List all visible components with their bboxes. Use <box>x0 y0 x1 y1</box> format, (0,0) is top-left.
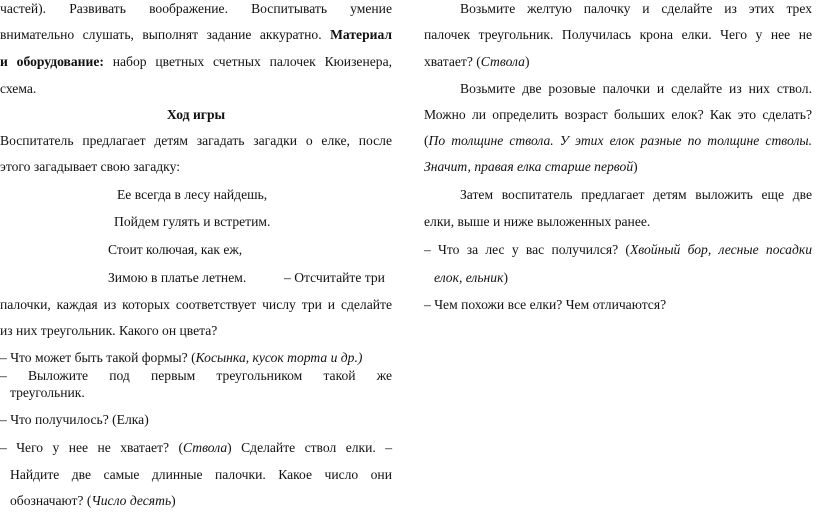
section-heading: Ход игры <box>166 107 226 122</box>
text-span: ) <box>171 493 176 508</box>
italic-text: елок, ельник <box>434 270 504 285</box>
text-line <box>424 158 812 176</box>
italic-text: Число десять <box>91 493 172 508</box>
text-line: треугольник. <box>10 385 85 400</box>
text-span: обозначают? ( <box>10 493 92 508</box>
text-line: частей). Развивать воображение. Воспитывать умение <box>0 1 392 16</box>
bold-text: Материал <box>330 27 392 42</box>
italic-text: Косынка, кусок торта и др.) <box>195 350 363 365</box>
text-line: – Что получилось? (Елка) <box>0 412 149 427</box>
text-span: – Чего у нее не хватает? ( <box>0 440 183 455</box>
poem-line: Пойдем гулять и встретим. <box>114 214 271 229</box>
text-line: палочек треугольник. Получилась крона елки. Чего у нее не <box>424 27 812 42</box>
text-line <box>424 132 812 150</box>
text-line: – Отсчитайте три <box>284 270 385 285</box>
text-line <box>10 492 392 510</box>
text-line <box>0 349 392 367</box>
text-line: Возьмите желтую палочку и сделайте из этих трех <box>460 1 812 16</box>
text-line <box>424 53 812 71</box>
text-span: набор цветных счетных палочек Кюизенера, <box>103 54 393 69</box>
poem-line: Стоит колючая, как еж, <box>108 242 243 257</box>
text-line <box>0 26 392 44</box>
text-line <box>0 53 392 71</box>
italic-text: Ствола <box>480 54 525 69</box>
text-line <box>0 439 392 457</box>
italic-text: Значит, правая елка старше первой <box>424 159 634 174</box>
text-line: – Чем похожи все елки? Чем отличаются? <box>424 297 667 312</box>
text-span: ) Сделайте ствол елки. – <box>227 440 392 455</box>
text-span: ) <box>524 54 530 69</box>
text-line: схема. <box>0 81 37 96</box>
poem-line: Зимою в платье летнем. <box>108 270 247 285</box>
italic-text: Хвойный бор, лесные посадки <box>629 242 813 257</box>
text-line: Затем воспитатель предлагает детям выложить еще две <box>460 187 812 202</box>
bold-text: и оборудование: <box>0 54 104 69</box>
italic-text: Ствола <box>183 440 228 455</box>
italic-text: По толщине ствола. У этих елок разные по толщине стволы. <box>428 133 812 148</box>
text-span: внимательно слушать, выполнят задание аккуратно. <box>0 27 331 42</box>
text-span: ( <box>424 133 429 148</box>
text-line: Возьмите две розовые палочки и сделайте из них ствол. <box>460 81 812 96</box>
text-line: Найдите две самые длинные палочки. Какое число они <box>10 467 392 482</box>
text-span: – Что может быть такой формы? ( <box>0 350 196 365</box>
text-span: – Что за лес у вас получился? ( <box>424 242 630 257</box>
text-line <box>434 269 812 287</box>
text-line <box>424 241 812 259</box>
poem-line: Ее всегда в лесу найдешь, <box>117 187 268 202</box>
text-line: – Выложите под первым треугольником такой же <box>0 368 392 383</box>
text-line: Можно ли определить возраст больших елок? Как это сделать? <box>424 107 812 122</box>
text-span: хватает? ( <box>424 54 481 69</box>
text-line: елки, выше и ниже выложенных ранее. <box>424 214 651 229</box>
text-span: ) <box>633 159 638 174</box>
text-line: этого загадывает свою загадку: <box>0 159 180 174</box>
text-line: Воспитатель предлагает детям загадать загадки о елке, после <box>0 133 392 148</box>
text-line: из них треугольник. Какого он цвета? <box>0 323 218 338</box>
text-line: палочки, каждая из которых соответствует числу три и сделайте <box>0 297 392 312</box>
text-span: ) <box>503 270 508 285</box>
